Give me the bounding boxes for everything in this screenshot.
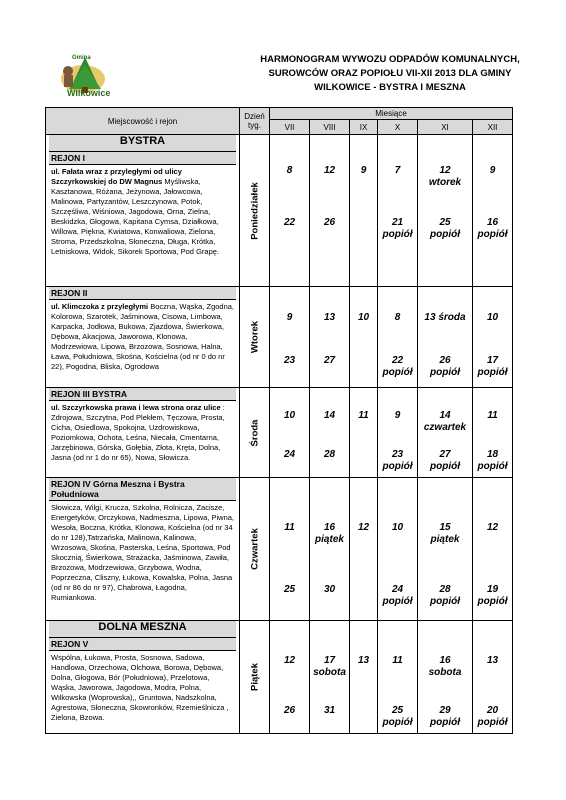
weekday-label: Poniedziałek bbox=[249, 181, 260, 240]
street-list bbox=[49, 651, 236, 725]
street-list bbox=[49, 300, 236, 374]
collection-dates-cell bbox=[310, 478, 350, 621]
collection-date: 11 bbox=[284, 522, 295, 533]
collection-date: 12 bbox=[323, 165, 336, 176]
ash-collection-date: 24 popiół bbox=[382, 584, 413, 607]
collection-dates-cell bbox=[270, 478, 310, 621]
region-name: REJON III BYSTRA bbox=[49, 388, 236, 401]
ash-collection-date: 26 bbox=[323, 217, 336, 228]
ash-collection-date: 21 popiół bbox=[382, 217, 413, 240]
ash-collection-date: 16 popiół bbox=[477, 217, 508, 240]
region-name: REJON II bbox=[49, 287, 236, 300]
collection-date: 9 bbox=[489, 165, 496, 176]
ash-collection-date: 27 popiół bbox=[430, 449, 460, 472]
street-names: Boczna, Wąska, Zgodna, Kolorowa, Szarotek, Jaśminowa, Cisowa, Limbowa, Karpacka, Jodłowa, Bukowa, Zjazdowa, Świerkowa, Dębowa, Akacjowa, Jaworowa, Klonowa, Modrzewiowa, Lipowa, Brzozowa, Sosnowa, Halna, Ława, Południowa, Skośna, Kościelna (od nr 0 do nr 22), Pogodna, Bliska, Ogrodowa bbox=[51, 302, 235, 371]
collection-date: 10 bbox=[357, 312, 370, 323]
collection-dates-cell bbox=[270, 135, 310, 287]
collection-date: 15 piątek bbox=[430, 522, 460, 545]
collection-dates-cell bbox=[270, 287, 310, 388]
collection-date: 16 piątek bbox=[315, 522, 344, 545]
header-location: Miejscowość i rejon bbox=[46, 108, 240, 135]
collection-date: 13 bbox=[323, 312, 336, 323]
ash-collection-date: 24 bbox=[283, 449, 296, 460]
ash-collection-date: 26 bbox=[283, 705, 296, 716]
collection-date: 10 bbox=[283, 410, 296, 421]
header-months: Miesiące bbox=[270, 108, 513, 120]
month-header: XI bbox=[418, 120, 473, 135]
street-names: : Zdrojowa, Szczytna, Pod Plekłem, Tęczowa, Prosta, Cicha, Osiedlowa, Spokojna, Uzdrowiskowa, Poziomkowa, Ochota, Leśna, Niecała, Cmentarna, Jarzębinowa, Górska, Gołębia, Złota, Kręta, Dolna, Jasna (od nr 1 do nr 65), Nowa, Słowicza. bbox=[51, 403, 225, 462]
collection-dates-cell bbox=[310, 135, 350, 287]
collection-date: 12 bbox=[283, 655, 296, 666]
month-header: VII bbox=[270, 120, 310, 135]
ash-collection-date: 17 popiół bbox=[477, 355, 508, 378]
table-row bbox=[46, 388, 513, 478]
street-names: Myśliwska, Kasztanowa, Różana, Jeżynowa, Jałowcowa, Malinowa, Partyzantów, Leszczynowa, Potok, Szczęśliwa, Wiśniowa, Jagodowa, Orna, Zielna, Beskidzka, Głogowa, Kapitana Cymsa, Działkowa, Willowa, Piękna, Kwiatowa, Konwaliowa, Zielona, Stroma, Przedszkolna, Słoneczna, Długa, Krótka, Letniskowa, Widok, Sikorek Sportowa, Pod Grapę. bbox=[51, 177, 219, 256]
collection-date: 13 bbox=[486, 655, 499, 666]
street-list bbox=[49, 401, 236, 465]
collection-date: 10 bbox=[391, 522, 404, 533]
region-name: REJON I bbox=[49, 152, 236, 165]
collection-date: 11 bbox=[358, 410, 369, 421]
weekday-label: Wtorek bbox=[249, 320, 260, 354]
collection-dates-cell bbox=[270, 388, 310, 478]
collection-date: 8 bbox=[394, 312, 401, 323]
collection-dates-cell bbox=[473, 287, 513, 388]
ash-collection-date: 19 popiół bbox=[477, 584, 508, 607]
collection-date: 14 czwartek bbox=[423, 410, 467, 433]
collection-dates-cell bbox=[418, 135, 473, 287]
collection-date: 9 bbox=[360, 165, 367, 176]
collection-dates-cell bbox=[378, 135, 418, 287]
document-title: HARMONOGRAM WYWOZU ODPADÓW KOMUNALNYCH, SUROWCÓW ORAZ POPIOŁU VII-XII 2013 DLA GMINY WILKOWICE - BYSTRA I MESZNA bbox=[260, 54, 520, 93]
ash-collection-date: 28 bbox=[323, 449, 336, 460]
collection-dates-cell bbox=[350, 388, 378, 478]
ash-collection-date: 29 popiół bbox=[430, 705, 460, 728]
table-row bbox=[46, 621, 513, 734]
collection-dates-cell bbox=[378, 478, 418, 621]
month-header: IX bbox=[350, 120, 378, 135]
ash-collection-date: 26 popiół bbox=[430, 355, 460, 378]
weekday-label: Czwartek bbox=[249, 528, 260, 570]
ash-collection-date: 25 popiół bbox=[430, 217, 460, 240]
region-name: REJON IV Górna Meszna i Bystra Południowa bbox=[49, 478, 236, 501]
region-cell bbox=[46, 135, 240, 287]
weekday-cell bbox=[240, 388, 270, 478]
ash-collection-date: 18 popiół bbox=[477, 449, 508, 472]
street-list-lead: ul. Szczyrkowska prawa i lewa strona oraz ulice bbox=[51, 403, 221, 412]
table-row bbox=[46, 287, 513, 388]
ash-collection-date: 31 bbox=[323, 705, 336, 716]
collection-date: 12 bbox=[486, 522, 499, 533]
collection-date: 9 bbox=[394, 410, 401, 421]
ash-collection-date: 28 popiół bbox=[430, 584, 460, 607]
town-name: DOLNA MESZNA bbox=[49, 621, 236, 638]
weekday-cell bbox=[240, 135, 270, 287]
table-row bbox=[46, 478, 513, 621]
collection-dates-cell bbox=[418, 287, 473, 388]
weekday-cell bbox=[240, 478, 270, 621]
collection-date: 12 bbox=[357, 522, 370, 533]
collection-dates-cell bbox=[378, 287, 418, 388]
street-list bbox=[49, 165, 236, 259]
collection-date: 17 sobota bbox=[313, 655, 346, 678]
street-list-lead: ul. Klimczoka z przyległymi bbox=[51, 302, 149, 311]
street-names: Wspólna, Łukowa, Prosta, Sosnowa, Sadowa, Handlowa, Orzechowa, Olchowa, Borowa, Dębowa, Dolna, Głogowa, Bór (Południowa), Przelotowa, Wąska, Jaworowa, Jagodowa, Modra, Polna, Wilkowska (Woprowska),, Gruntowa, Nadszkolna, Agrestowa, Słoneczna, Skowronków, Rzemieślnicza , Zielona, Bzowa. bbox=[51, 653, 229, 722]
weekday-cell bbox=[240, 621, 270, 734]
collection-dates-cell bbox=[350, 478, 378, 621]
collection-date: 12 wtorek bbox=[428, 165, 462, 188]
table-row bbox=[46, 135, 513, 287]
street-list-lead: ul. Fałata wraz z przyległymi od ulicy Szczyrkowskiej do DW Magnus bbox=[51, 167, 182, 186]
collection-dates-cell bbox=[473, 388, 513, 478]
ash-collection-date: 22 popiół bbox=[382, 355, 413, 378]
collection-dates-cell bbox=[378, 388, 418, 478]
weekday-label: Środa bbox=[249, 419, 260, 446]
header-day: Dzień tyg. bbox=[240, 108, 270, 135]
ash-collection-date: 27 bbox=[323, 355, 336, 366]
collection-date: 11 bbox=[487, 410, 498, 421]
collection-dates-cell bbox=[310, 621, 350, 734]
weekday-label: Piątek bbox=[249, 663, 260, 691]
month-header: XII bbox=[473, 120, 513, 135]
collection-dates-cell bbox=[270, 621, 310, 734]
collection-dates-cell bbox=[473, 478, 513, 621]
region-cell bbox=[46, 388, 240, 478]
collection-date: 14 bbox=[323, 410, 336, 421]
region-name: REJON V bbox=[49, 638, 236, 651]
ash-collection-date: 20 popiół bbox=[477, 705, 508, 728]
region-cell bbox=[46, 478, 240, 621]
collection-dates-cell bbox=[473, 621, 513, 734]
collection-dates-cell bbox=[310, 388, 350, 478]
collection-dates-cell bbox=[350, 135, 378, 287]
street-list bbox=[49, 501, 236, 605]
region-cell bbox=[46, 621, 240, 734]
collection-dates-cell bbox=[418, 621, 473, 734]
ash-collection-date: 30 bbox=[323, 584, 336, 595]
collection-dates-cell bbox=[418, 388, 473, 478]
collection-dates-cell bbox=[350, 287, 378, 388]
town-name: BYSTRA bbox=[49, 135, 236, 152]
schedule-table bbox=[45, 107, 513, 734]
collection-dates-cell bbox=[473, 135, 513, 287]
ash-collection-date: 23 bbox=[283, 355, 296, 366]
collection-date: 16 sobota bbox=[428, 655, 462, 678]
collection-dates-cell bbox=[350, 621, 378, 734]
collection-date: 7 bbox=[394, 165, 401, 176]
ash-collection-date: 25 popiół bbox=[382, 705, 413, 728]
ash-collection-date: 23 popiół bbox=[382, 449, 413, 472]
month-header: X bbox=[378, 120, 418, 135]
ash-collection-date: 22 bbox=[283, 217, 296, 228]
month-header: VIII bbox=[310, 120, 350, 135]
collection-date: 13 środa bbox=[424, 312, 466, 323]
collection-date: 9 bbox=[286, 312, 293, 323]
collection-dates-cell bbox=[418, 478, 473, 621]
collection-date: 8 bbox=[286, 165, 293, 176]
street-names: Słowicza, Wilgi, Krucza, Szkolna, Rolnicza, Zacisze, Energetyków, Orczykowa, Nadmeszna, Lipowa, Piwna, Wesoła, Boczna, Krótka, Klonowa, Kościelna (od nr 34 do nr 128),Tatrzańska, Malinowa, Kalinowa, Wrzosowa, Skośna, Pasterska, Leśna, Sportowa, Pod Skocznią, Świerkowa, Strażacka, Jaśminowa, Zawiła, Brzozowa, Modrzewiowa, Grzybowa, Wodna, Poprzeczna, Cliszny, Łukowa, Kowalska, Polna, Jasna (od nr 86 do nr 97), Chabrowa, Łagodna, Rumiankowa. bbox=[51, 503, 234, 602]
ash-collection-date: 25 bbox=[283, 584, 296, 595]
collection-date: 10 bbox=[486, 312, 499, 323]
weekday-cell bbox=[240, 287, 270, 388]
region-cell bbox=[46, 287, 240, 388]
collection-date: 11 bbox=[392, 655, 403, 666]
collection-date: 13 bbox=[357, 655, 370, 666]
collection-dates-cell bbox=[310, 287, 350, 388]
collection-dates-cell bbox=[378, 621, 418, 734]
